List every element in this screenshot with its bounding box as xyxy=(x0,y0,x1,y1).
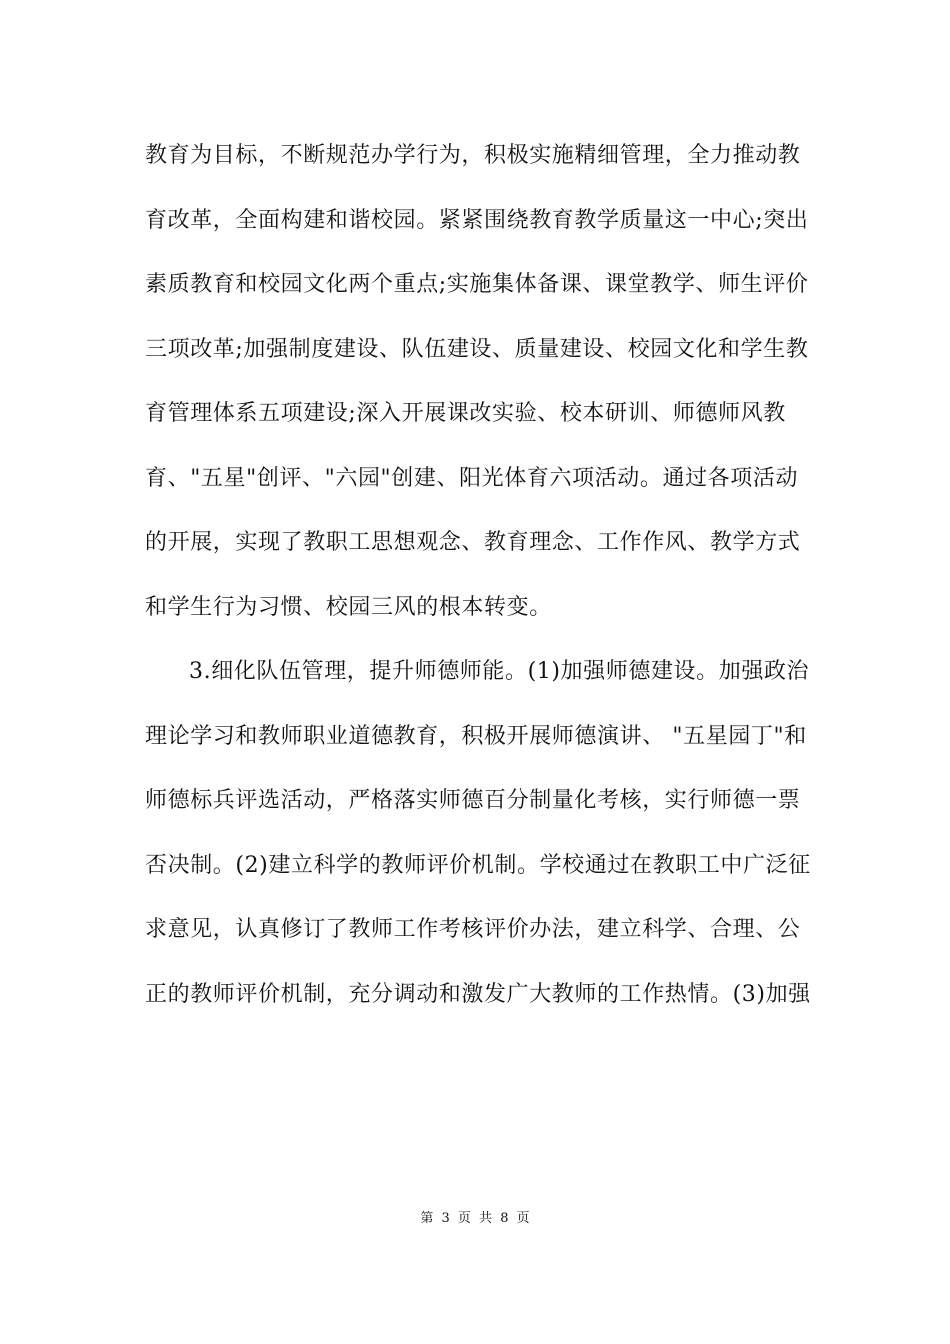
paragraph-start-line: 3.细化队伍管理，提升师德师能。(1)加强师德建设。加强政治 xyxy=(189,659,810,684)
text-line: 育管理体系五项建设;深入开展课改实验、校本研训、师德师风教 xyxy=(145,401,786,426)
page-number-footer: 第 3 页 共 8 页 xyxy=(420,1211,530,1226)
text-line: 和学生行为习惯、校园三风的根本转变。 xyxy=(145,594,552,620)
text-line: 三项改革;加强制度建设、队伍建设、质量建设、校园文化和学生教 xyxy=(145,336,809,362)
text-line: 育改革，全面构建和谐校园。紧紧围绕教育教学质量这一中心;突出 xyxy=(145,207,809,233)
text-line: 素质教育和校园文化两个重点;实施集体备课、课堂教学、师生评价 xyxy=(145,272,809,297)
text-line: 育、"五星"创评、"六园"创建、阳光体育六项活动。通过各项活动 xyxy=(145,465,799,491)
text-line: 的开展，实现了教职工思想观念、教育理念、工作作风、教学方式 xyxy=(145,530,801,555)
text-line: 教育为目标，不断规范办学行为，积极实施精细管理，全力推动教 xyxy=(145,143,801,168)
text-line: 正的教师评价机制，充分调动和激发广大教师的工作热情。(3)加强 xyxy=(145,981,811,1007)
text-line: 求意见，认真修订了教师工作考核评价办法，建立科学、合理、公 xyxy=(145,917,801,942)
body-text xyxy=(145,134,810,1037)
text-line: 否决制。(2)建立科学的教师评价机制。学校通过在教职工中广泛征 xyxy=(145,852,811,878)
text-line: 理论学习和教师职业道德教育，积极开展师德演讲、 "五星园丁"和 xyxy=(145,723,807,749)
text-line: 师德标兵评选活动，严格落实师德百分制量化考核，实行师德一票 xyxy=(145,788,801,813)
